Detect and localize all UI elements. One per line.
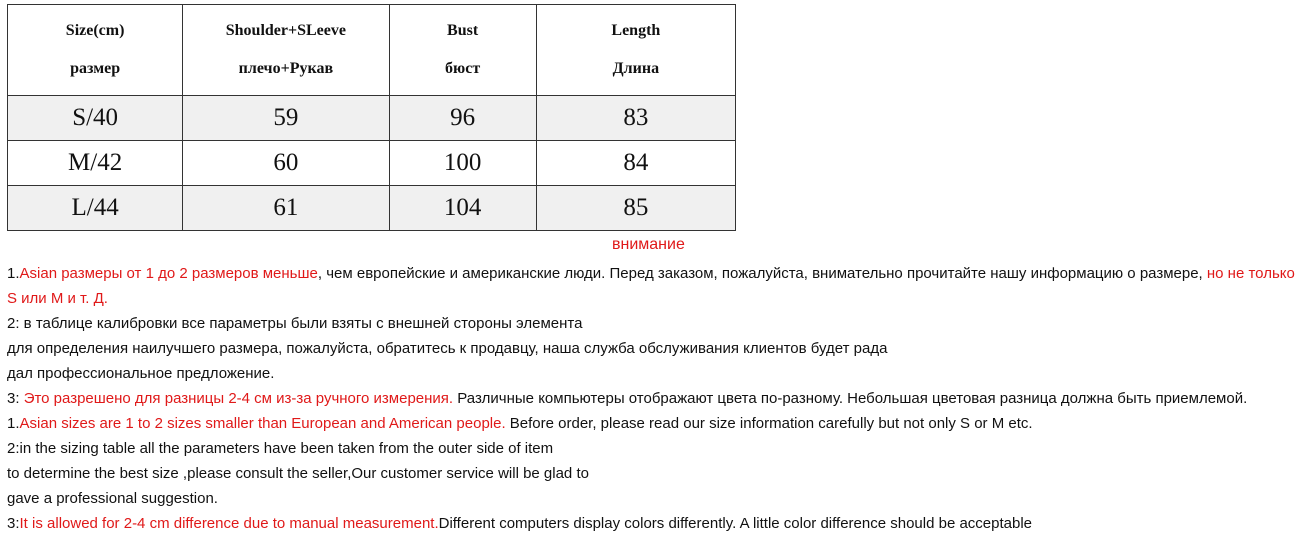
cell-length: 85 <box>536 186 735 231</box>
table-row <box>8 141 736 186</box>
note-en-3-text: Different computers display colors differently. A little color difference should be acceptable <box>438 515 1033 532</box>
note-en-3 <box>7 511 1295 536</box>
size-notes <box>7 261 1295 536</box>
header-size-ru: размер <box>70 60 121 77</box>
header-bust <box>389 5 536 96</box>
header-shoulder-sleeve-ru: плечо+Рукав <box>238 60 334 77</box>
note-en-1-number: 1. <box>7 415 20 432</box>
note-en-1 <box>7 411 1295 436</box>
note-en-2-line-1: 2:in the sizing table all the parameters have been taken from the outer side of item <box>7 440 554 457</box>
header-length <box>536 5 735 96</box>
header-length-en: Length <box>611 22 661 39</box>
cell-size: S/40 <box>8 96 183 141</box>
note-en-2-line-3: gave a professional suggestion. <box>7 490 218 507</box>
table-row <box>8 186 736 231</box>
note-en-1-text: Before order, please read our size information carefully but not only S or M etc. <box>505 415 1033 432</box>
note-en-2-line-2: to determine the best size ,please consult the seller,Our customer service will be glad to <box>7 465 589 482</box>
note-ru-1-text: , чем европейские и американские люди. Перед заказом, пожалуйста, внимательно прочитайте нашу информацию о размере, <box>317 265 1203 282</box>
header-size-en: Size(cm) <box>65 22 125 39</box>
note-ru-3-number: 3: <box>7 390 24 407</box>
header-shoulder-sleeve-en: Shoulder+SLeeve <box>225 22 346 39</box>
cell-length: 84 <box>536 141 735 186</box>
note-ru-1 <box>7 261 1295 311</box>
note-ru-1-highlight-end: но не только S или M и т. Д. <box>7 265 1295 307</box>
note-en-3-highlight: It is allowed for 2-4 cm difference due to manual measurement. <box>19 515 439 532</box>
cell-shoulder-sleeve: 61 <box>183 186 389 231</box>
cell-length: 83 <box>536 96 735 141</box>
cell-bust: 96 <box>389 96 536 141</box>
header-shoulder-sleeve <box>183 5 389 96</box>
note-en-3-number: 3: <box>7 515 20 532</box>
note-ru-3-highlight: Это разрешено для разницы 2-4 см из-за ручного измерения. <box>23 390 454 407</box>
header-length-ru: Длина <box>612 60 660 77</box>
note-ru-3-text: Различные компьютеры отображают цвета по-разному. Небольшая цветовая разница должна быть приемлемой. <box>453 390 1248 407</box>
note-ru-1-number: 1. <box>7 265 20 282</box>
attention-heading: внимание <box>612 236 685 253</box>
cell-shoulder-sleeve: 60 <box>183 141 389 186</box>
cell-size: M/42 <box>8 141 183 186</box>
note-ru-2-line-2: для определения наилучшего размера, пожалуйста, обратитесь к продавцу, наша служба обслуживания клиентов будет рада <box>7 340 888 357</box>
header-bust-ru: бюст <box>445 60 481 77</box>
size-chart-table <box>7 4 736 231</box>
cell-size: L/44 <box>8 186 183 231</box>
table-row <box>8 96 736 141</box>
cell-bust: 104 <box>389 186 536 231</box>
note-ru-1-highlight: Asian размеры от 1 до 2 размеров меньше <box>19 265 318 282</box>
table-header-row <box>8 5 736 96</box>
header-size <box>8 5 183 96</box>
note-ru-2-line-3: дал профессиональное предложение. <box>7 365 275 382</box>
note-ru-2-line-1: 2: в таблице калибровки все параметры были взяты с внешней стороны элемента <box>7 315 583 332</box>
note-en-1-highlight: Asian sizes are 1 to 2 sizes smaller than European and American people. <box>19 415 506 432</box>
cell-bust: 100 <box>389 141 536 186</box>
cell-shoulder-sleeve: 59 <box>183 96 389 141</box>
header-bust-en: Bust <box>447 22 479 39</box>
note-ru-3 <box>7 386 1295 411</box>
